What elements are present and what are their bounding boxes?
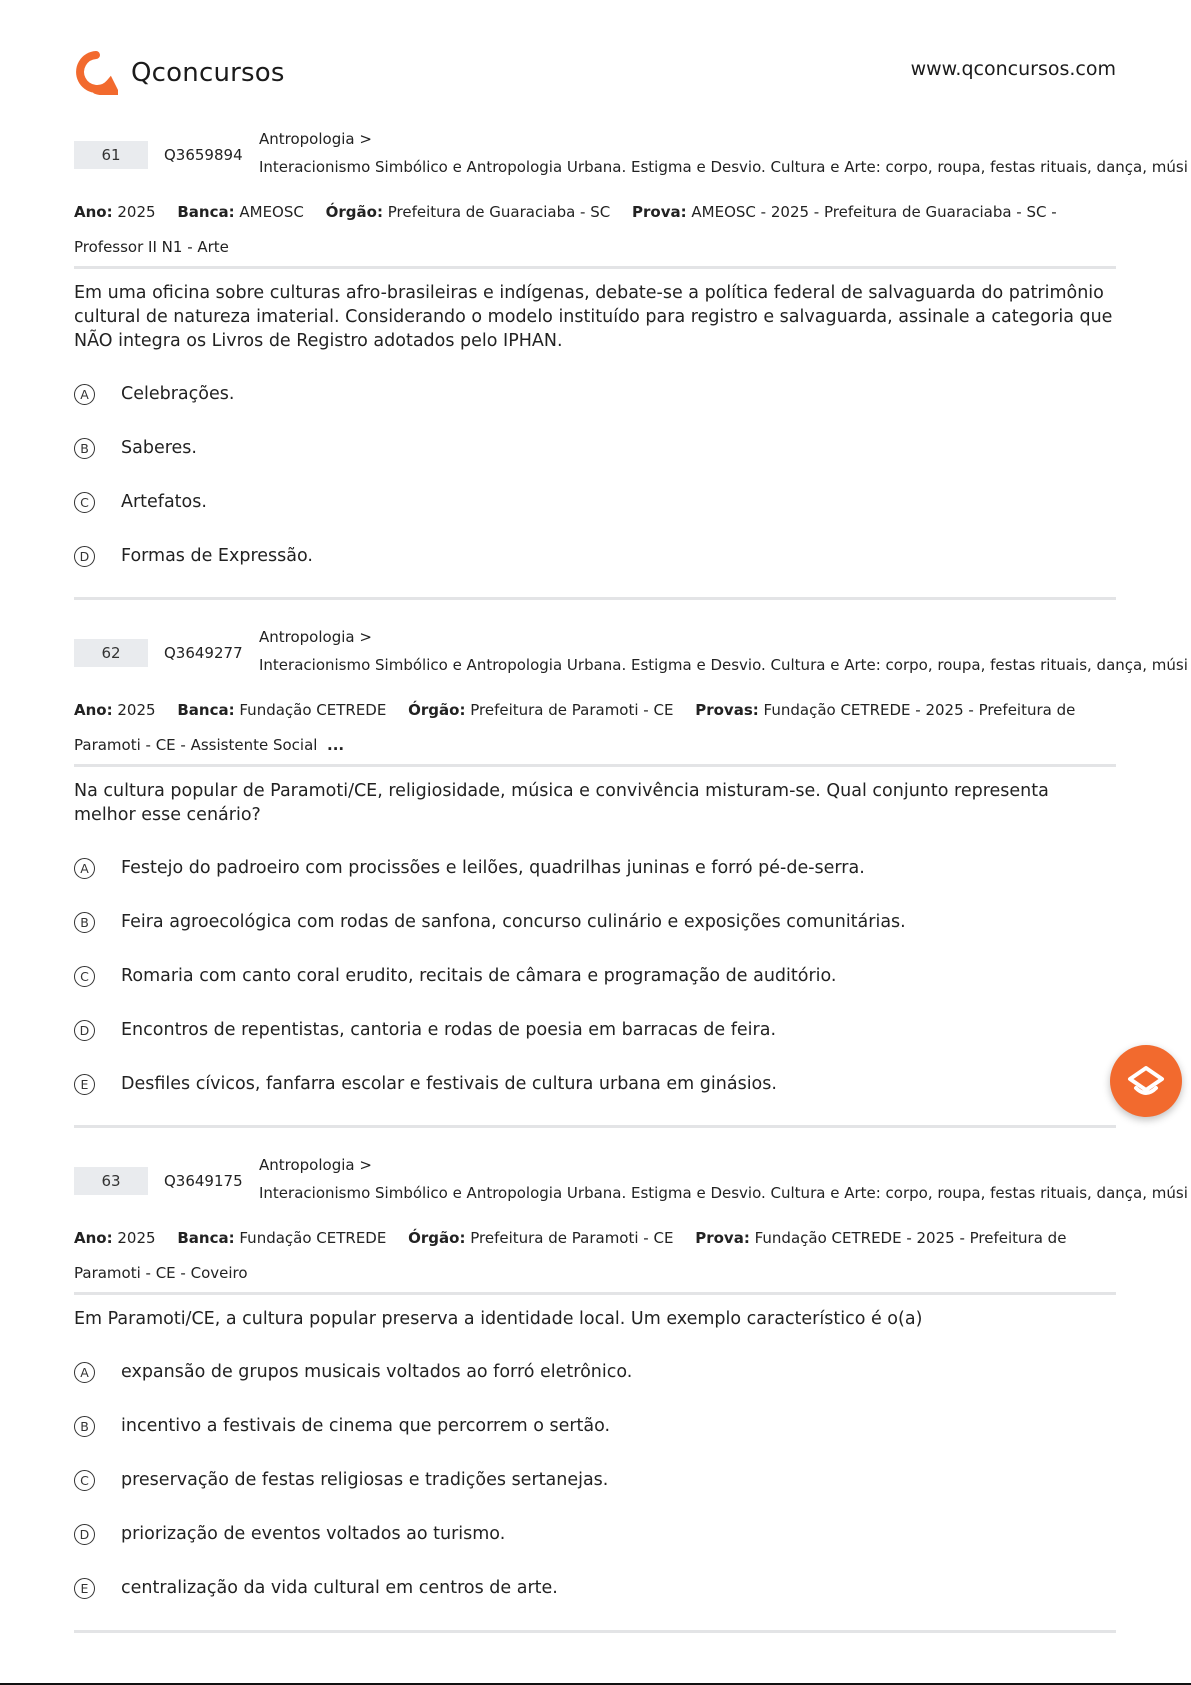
option-letter[interactable]: D [74,1524,95,1545]
help-fab-button[interactable] [1110,1045,1182,1117]
banca-value: Fundação CETREDE [239,1229,387,1247]
website-url[interactable]: www.qconcursos.com [910,58,1116,80]
subject-breadcrumb [259,125,1191,181]
options-list [74,1345,1116,1615]
ano-value: 2025 [117,701,156,719]
exam-info [74,195,1116,265]
subject-label[interactable]: Antropologia > [259,1156,372,1174]
option-a[interactable] [74,1345,1116,1399]
option-text[interactable]: Artefatos. [121,492,207,512]
option-text[interactable]: Encontros de repentistas, cantoria e rodas de poesia em barracas de feira. [121,1020,777,1040]
qconcursos-logo-icon [74,51,118,95]
ano-value: 2025 [117,203,156,221]
topic-label[interactable]: Interacionismo Simbólico e Antropologia Urbana. Estigma e Desvio. Cultura e Arte: corpo, roupa, festas rituais, dança, músi [259,1184,1188,1202]
question-number: 62 [74,639,148,667]
question-divider [74,597,1116,600]
option-letter[interactable]: A [74,1362,95,1383]
option-c[interactable] [74,475,1116,529]
subject-breadcrumb [259,623,1191,679]
option-e[interactable] [74,1561,1116,1615]
option-letter[interactable]: B [74,912,95,933]
divider [74,1292,1116,1295]
option-d[interactable] [74,529,1116,583]
brand-name: Qconcursos [131,58,285,88]
ano-value: 2025 [117,1229,156,1247]
prova-value: AMEOSC - 2025 - Prefeitura de Guaraciaba - SC - Professor II N1 - Arte [74,203,1057,256]
divider [74,266,1116,269]
prova-label: Prova: [632,203,687,221]
subject-breadcrumb [259,1151,1191,1207]
option-letter[interactable]: B [74,1416,95,1437]
provas-label: Provas: [695,701,759,719]
option-b[interactable] [74,1399,1116,1453]
orgao-label: Órgão: [408,1229,466,1247]
ano-label: Ano: [74,1229,113,1247]
option-text[interactable]: Festejo do padroeiro com procissões e leilões, quadrilhas juninas e forró pé-de-serra. [121,858,865,878]
question-stem: Em Paramoti/CE, a cultura popular preserva a identidade local. Um exemplo característico é o(a) [74,1309,923,1329]
option-text[interactable]: centralização da vida cultural em centros de arte. [121,1578,558,1598]
option-d[interactable] [74,1003,1116,1057]
question-meta [74,623,1188,693]
exam-info [74,693,1116,763]
orgao-label: Órgão: [408,701,466,719]
question-divider [74,1125,1116,1128]
ano-label: Ano: [74,203,113,221]
option-e[interactable] [74,1057,1116,1111]
question-id[interactable]: Q3659894 [164,146,243,164]
prova-label: Prova: [695,1229,750,1247]
ano-label: Ano: [74,701,113,719]
question-meta [74,125,1188,195]
option-letter[interactable]: A [74,858,95,879]
topic-label[interactable]: Interacionismo Simbólico e Antropologia Urbana. Estigma e Desvio. Cultura e Arte: corpo, roupa, festas rituais, dança, músi [259,656,1188,674]
question-stem: Na cultura popular de Paramoti/CE, religiosidade, música e convivência misturam-se. Qual conjunto representa melhor esse cenário? [74,781,1049,825]
option-b[interactable] [74,421,1116,475]
question-61 [74,125,1188,583]
topic-label[interactable]: Interacionismo Simbólico e Antropologia Urbana. Estigma e Desvio. Cultura e Arte: corpo, roupa, festas rituais, dança, músi [259,158,1188,176]
more-provas-button[interactable]: ... [327,736,345,754]
banca-label: Banca: [177,701,235,719]
option-a[interactable] [74,367,1116,421]
question-63 [74,1151,1188,1615]
options-list [74,841,1116,1111]
prova-value: Fundação CETREDE - 2025 - Prefeitura de Paramoti - CE - Assistente Social [74,701,1076,754]
orgao-value: Prefeitura de Guaraciaba - SC [387,203,611,221]
option-letter[interactable]: B [74,438,95,459]
option-text[interactable]: Celebrações. [121,384,235,404]
option-letter[interactable]: C [74,1470,95,1491]
option-text[interactable]: Desfiles cívicos, fanfarra escolar e festivais de cultura urbana em ginásios. [121,1074,777,1094]
banca-label: Banca: [177,203,235,221]
question-id[interactable]: Q3649175 [164,1172,243,1190]
option-letter[interactable]: D [74,1020,95,1041]
subject-label[interactable]: Antropologia > [259,130,372,148]
divider [74,764,1116,767]
option-letter[interactable]: E [74,1578,95,1599]
option-text[interactable]: Feira agroecológica com rodas de sanfona, concurso culinário e exposições comunitárias. [121,912,906,932]
option-text[interactable]: preservação de festas religiosas e tradições sertanejas. [121,1470,609,1490]
option-c[interactable] [74,949,1116,1003]
option-text[interactable]: Saberes. [121,438,197,458]
prova-value: Fundação CETREDE - 2025 - Prefeitura de Paramoti - CE - Coveiro [74,1229,1067,1282]
option-letter[interactable]: C [74,492,95,513]
option-letter[interactable]: A [74,384,95,405]
question-number: 61 [74,141,148,169]
question-number: 63 [74,1167,148,1195]
banca-value: AMEOSC [239,203,304,221]
question-62 [74,623,1188,1111]
orgao-value: Prefeitura de Paramoti - CE [470,701,674,719]
option-letter[interactable]: E [74,1074,95,1095]
logo[interactable] [74,50,285,96]
options-list [74,367,1116,583]
page-header [74,50,1116,98]
subject-label[interactable]: Antropologia > [259,628,372,646]
option-letter[interactable]: C [74,966,95,987]
orgao-label: Órgão: [325,203,383,221]
graduation-cap-icon [1125,1060,1167,1102]
option-b[interactable] [74,895,1116,949]
option-text[interactable]: Formas de Expressão. [121,546,313,566]
question-meta [74,1151,1188,1221]
banca-label: Banca: [177,1229,235,1247]
option-d[interactable] [74,1507,1116,1561]
option-c[interactable] [74,1453,1116,1507]
orgao-value: Prefeitura de Paramoti - CE [470,1229,674,1247]
option-a[interactable] [74,841,1116,895]
option-text[interactable]: priorização de eventos voltados ao turismo. [121,1524,506,1544]
exam-info [74,1221,1116,1291]
question-id[interactable]: Q3649277 [164,644,243,662]
option-text[interactable]: Romaria com canto coral erudito, recitais de câmara e programação de auditório. [121,966,837,986]
question-divider [74,1630,1116,1633]
option-letter[interactable]: D [74,546,95,567]
banca-value: Fundação CETREDE [239,701,387,719]
question-stem: Em uma oficina sobre culturas afro-brasileiras e indígenas, debate-se a política federal de salvaguarda do patrimônio cultural de natureza imaterial. Considerando o modelo instituído para registro e salvaguarda, assinale a categoria que NÃO integra os Livros de Registro adotados pelo IPHAN. [74,283,1113,351]
option-text[interactable]: incentivo a festivais de cinema que percorrem o sertão. [121,1416,611,1436]
option-text[interactable]: expansão de grupos musicais voltados ao forró eletrônico. [121,1362,633,1382]
